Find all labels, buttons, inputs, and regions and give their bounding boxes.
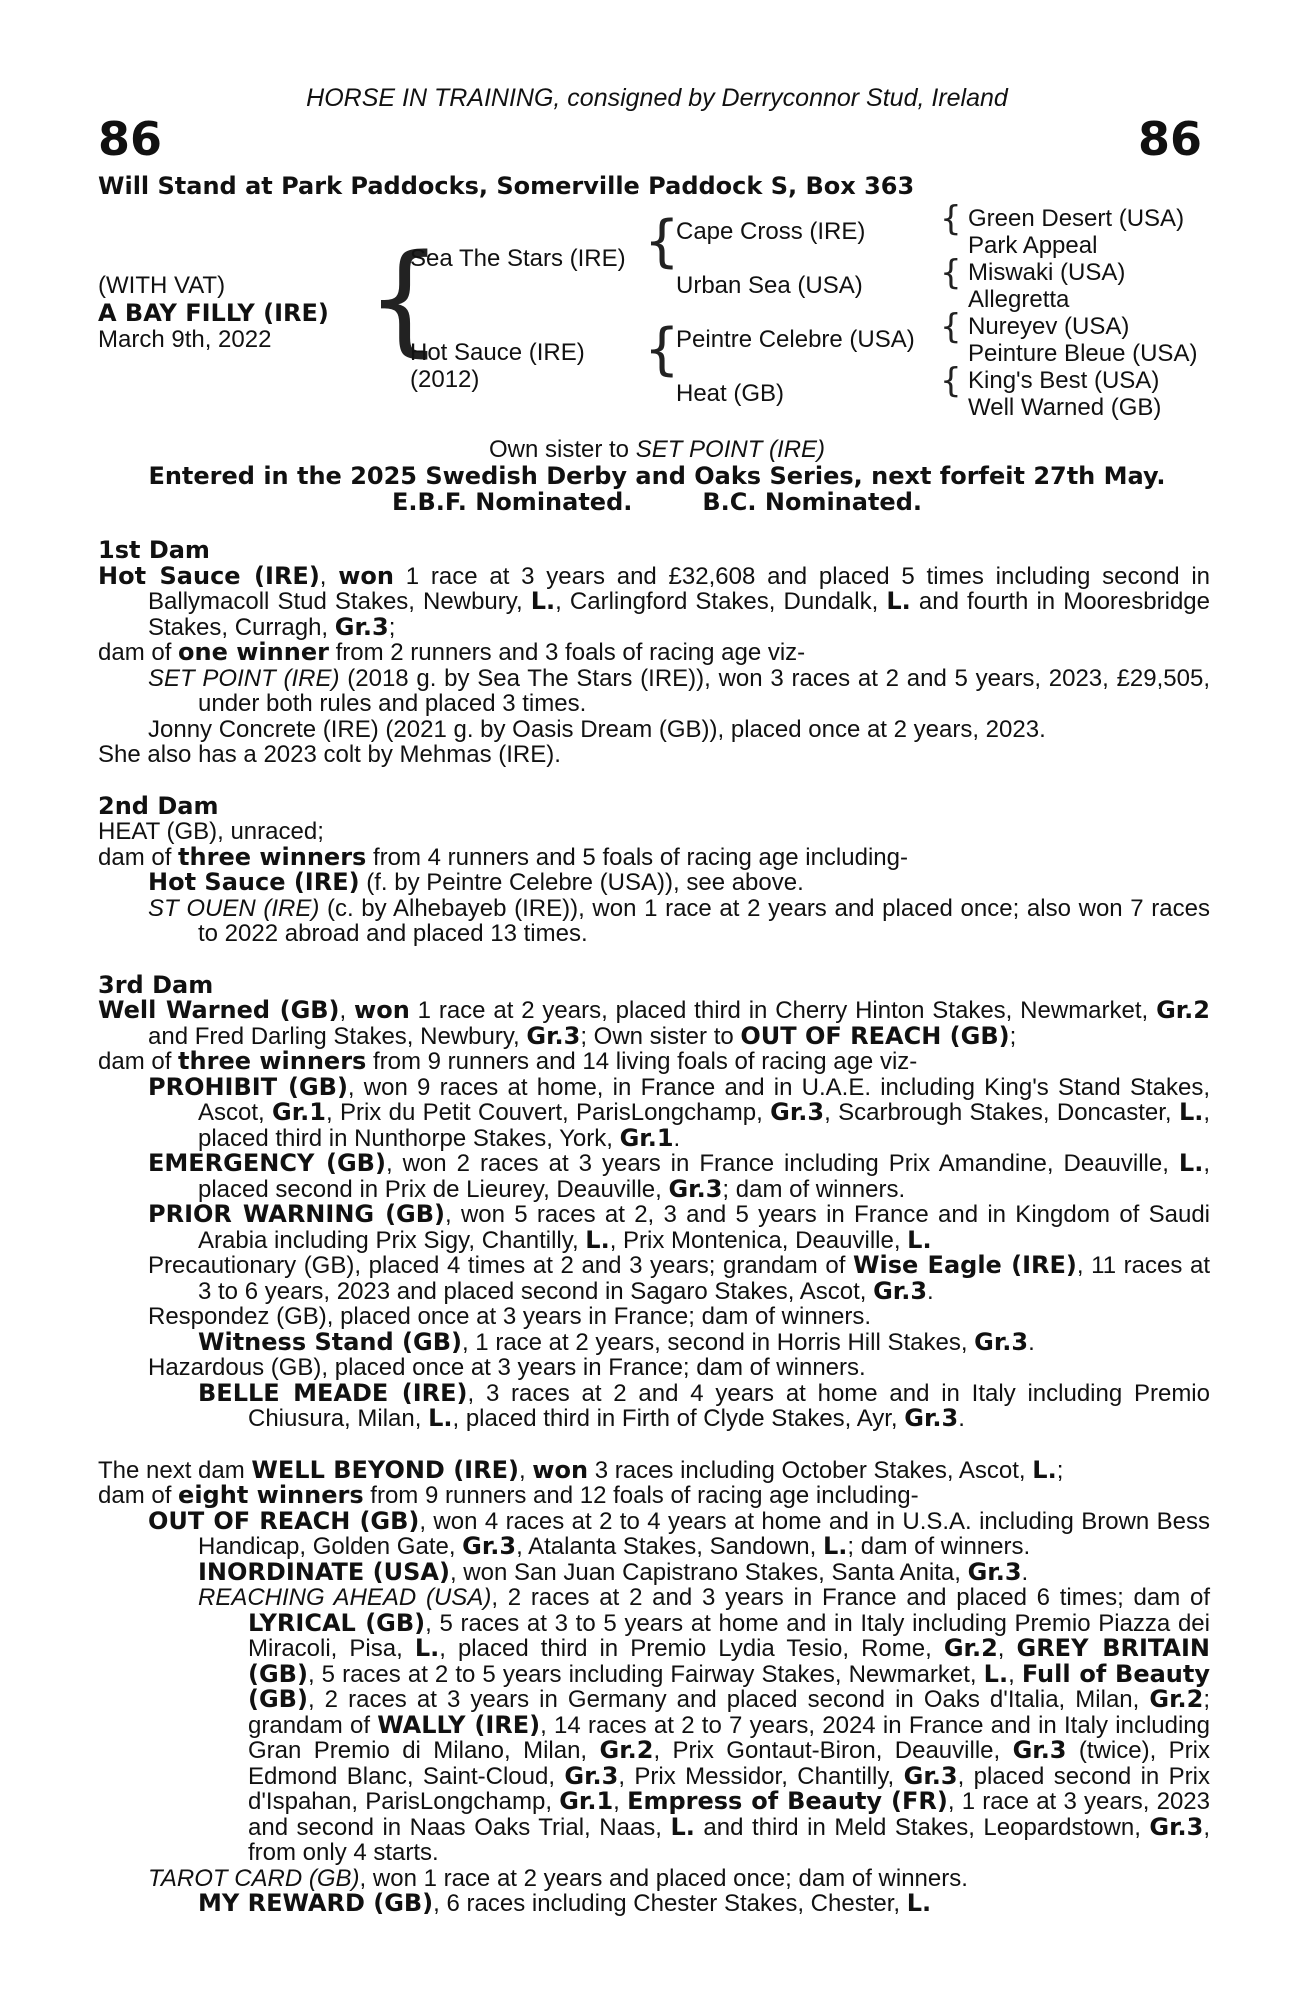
dam-brace: { [644, 317, 680, 382]
horse-name: A BAY FILLY (IRE) [98, 299, 329, 327]
own-sister-prefix: Own sister to [488, 436, 636, 463]
second-dam-summary: HEAT (GB), unraced; [98, 818, 324, 845]
section-heading-1st-dam: 1st Dam [98, 536, 210, 564]
section-heading-2nd-dam: 2nd Dam [98, 791, 219, 820]
vat-label: (WITH VAT) [98, 272, 226, 299]
sire-sire: Cape Cross (IRE) [676, 218, 866, 245]
granddam-line-3: Miswaki (USA) [968, 259, 1126, 286]
dam-sire: Peintre Celebre (USA) [676, 326, 915, 353]
g-brace-3: { [940, 307, 962, 347]
own-sister-note [0, 436, 1314, 464]
g-brace-2: { [940, 253, 962, 293]
granddam-line-5: Nureyev (USA) [968, 313, 1130, 340]
produce-jonny-concrete: Jonny Concrete (IRE) (2021 g. by Oasis Dream (GB)), placed once at 2 years, 2023. [148, 715, 1046, 743]
first-dam-summary: Hot Sauce (IRE), won 1 race at 3 years and £32,608 and placed 5 times including second in Ballymacoll Stud Stakes, Newbury, L., Carlingford Stakes, Dundalk, L. and fourth in Mooresbridge Stakes, Curragh, Gr.3; [98, 561, 1210, 641]
produce-out-of-reach: OUT OF REACH (GB), won 4 races at 2 to 4 years at home and in U.S.A. including Brown Bess Handicap, Golden Gate, Gr.3, Atalanta Stakes, Sandown, L.; dam of winners. [148, 1506, 1211, 1560]
produce-st-ouen: ST OUEN (IRE) (c. by Alhebayeb (IRE)), won 1 race at 2 years and placed once; also won 7 races to 2022 abroad and placed 13 times. [148, 894, 1210, 947]
produce-2023-colt: She also has a 2023 colt by Mehmas (IRE). [98, 741, 561, 768]
third-dam-summary: Well Warned (GB), won 1 race at 2 years, placed third in Cherry Hinton Stakes, Newmarket, Gr.2 and Fred Darling Stakes, Newbury, Gr.3; Own sister to OUT OF REACH (GB); [98, 996, 1210, 1050]
sire-dam: Urban Sea (USA) [676, 272, 863, 299]
granddam-line-7: King's Best (USA) [968, 367, 1160, 394]
g-brace-4: { [940, 361, 962, 401]
dam-dam: Heat (GB) [676, 380, 785, 407]
page-header-title: HORSE IN TRAINING, consigned by Derryconnor Stud, Ireland [306, 84, 1008, 112]
own-sister-name: SET POINT (IRE) [635, 436, 826, 463]
produce-prohibit: PROHIBIT (GB), won 9 races at home, in France and in U.A.E. including King's Stand Stakes, Ascot, Gr.1, Prix du Petit Couvert, ParisLongchamp, Gr.3, Scarbrough Stakes, Doncaster, L., placed third in Nunthorpe Stakes, York, Gr.1. [148, 1072, 1211, 1152]
pedigree-brace-main: { [366, 230, 443, 369]
next-dam-summary: The next dam WELL BEYOND (IRE), won 3 races including October Stakes, Ascot, L.; [98, 1455, 1064, 1484]
produce-my-reward: MY REWARD (GB), 6 races including Chester Stakes, Chester, L. [198, 1889, 932, 1917]
produce-belle-meade: BELLE MEADE (IRE), 3 races at 2 and 4 years at home and in Italy including Premio Chiusura, Milan, L., placed third in Firth of Clyde Stakes, Ayr, Gr.3. [198, 1378, 1210, 1432]
produce-hazardous: Hazardous (GB), placed once at 3 years in France; dam of winners. [148, 1354, 866, 1381]
dam-year: (2012) [410, 366, 480, 393]
produce-witness-stand: Witness Stand (GB), 1 race at 2 years, second in Horris Hill Stakes, Gr.3. [198, 1327, 1035, 1356]
produce-record [98, 538, 1210, 1917]
produce-precautionary: Precautionary (GB), placed 4 times at 2 and 3 years; grandam of Wise Eagle (IRE), 11 races at 3 to 6 years, 2023 and placed second in Sagaro Stakes, Ascot, Gr.3. [148, 1251, 1210, 1305]
granddam-line-1: Green Desert (USA) [968, 205, 1185, 232]
stand-info: Will Stand at Park Paddocks, Somerville Paddock S, Box 363 [98, 172, 915, 200]
granddam-line-4: Allegretta [968, 286, 1070, 313]
produce-prior-warning: PRIOR WARNING (GB), won 5 races at 2, 3 and 5 years in France and in Kingdom of Saudi Arabia including Prix Sigy, Chantilly, L., Prix Montenica, Deauville, L. [148, 1200, 1210, 1254]
produce-emergency: EMERGENCY (GB), won 2 races at 3 years in France including Prix Amandine, Deauville, L., placed second in Prix de Lieurey, Deauville, Gr.3; dam of winners. [148, 1149, 1210, 1203]
g-brace-1: { [940, 199, 962, 239]
sire-name: Sea The Stars (IRE) [410, 245, 626, 272]
dam-name: Hot Sauce (IRE) [410, 339, 585, 366]
produce-set-point: SET POINT (IRE) (2018 g. by Sea The Stars (IRE)), won 3 races at 2 and 5 years, 2023, £29,505, under both rules and placed 3 times. [148, 664, 1211, 717]
produce-hot-sauce: Hot Sauce (IRE) (f. by Peintre Celebre (USA)), see above. [148, 868, 804, 896]
lot-number-left: 86 [98, 112, 163, 166]
bc-nominated: B.C. Nominated. [702, 488, 923, 516]
section-heading-3rd-dam: 3rd Dam [98, 970, 214, 999]
third-dam-produce-summary: dam of three winners from 9 runners and 14 living foals of racing age viz- [98, 1047, 918, 1075]
produce-tarot-card: TAROT CARD (GB), won 1 race at 2 years and placed once; dam of winners. [148, 1864, 968, 1892]
first-dam-produce-summary: dam of one winner from 2 runners and 3 foals of racing age viz- [98, 638, 806, 666]
lot-number-right: 86 [1137, 112, 1202, 166]
entered-note: Entered in the 2025 Swedish Derby and Oaks Series, next forfeit 27th May. [148, 462, 1166, 490]
second-dam-produce-summary: dam of three winners from 4 runners and 5 foals of racing age including- [98, 842, 908, 871]
foaling-date: March 9th, 2022 [98, 326, 272, 353]
produce-inordinate: INORDINATE (USA), won San Juan Capistrano Stakes, Santa Anita, Gr.3. [198, 1557, 1029, 1586]
nominations [0, 488, 1314, 516]
granddam-line-6: Peinture Bleue (USA) [968, 340, 1198, 367]
produce-respondez: Respondez (GB), placed once at 3 years in France; dam of winners. [148, 1303, 872, 1330]
next-dam-produce-summary: dam of eight winners from 9 runners and 12 foals of racing age including- [98, 1481, 919, 1509]
ebf-nominated: E.B.F. Nominated. [391, 488, 633, 516]
granddam-line-8: Well Warned (GB) [968, 394, 1162, 421]
granddam-line-2: Park Appeal [968, 232, 1098, 259]
sire-brace: { [644, 209, 680, 274]
produce-reaching-ahead: REACHING AHEAD (USA), 2 races at 2 and 3 years in France and placed 6 times; dam of LYRICAL (GB), 5 races at 3 to 5 years at home and in Italy including Premio Piazza dei Miracoli, Pisa, L., placed third in Premio Lydia Tesio, Rome, Gr.2, GREY BRITAIN (GB), 5 races at 2 to 5 years including Fairway Stakes, Newmarket, L., Full of Beauty (GB), 2 races at 3 years in Germany and placed second in Oaks d'Italia, Milan, Gr.2; grandam of WALLY (IRE), 14 races at 2 to 7 years, 2024 in France and in Italy including Gran Premio di Milano, Milan, Gr.2, Prix Gontaut-Biron, Deauville, Gr.3 (twice), Prix Edmond Blanc, Saint-Cloud, Gr.3, Prix Messidor, Chantilly, Gr.3, placed second in Prix d'Ispahan, ParisLongchamp, Gr.1, Empress of Beauty (FR), 1 race at 3 years, 2023 and second in Naas Oaks Trial, Naas, L. and third in Meld Stakes, Leopardstown, Gr.3, from only 4 starts. [198, 1584, 1211, 1866]
